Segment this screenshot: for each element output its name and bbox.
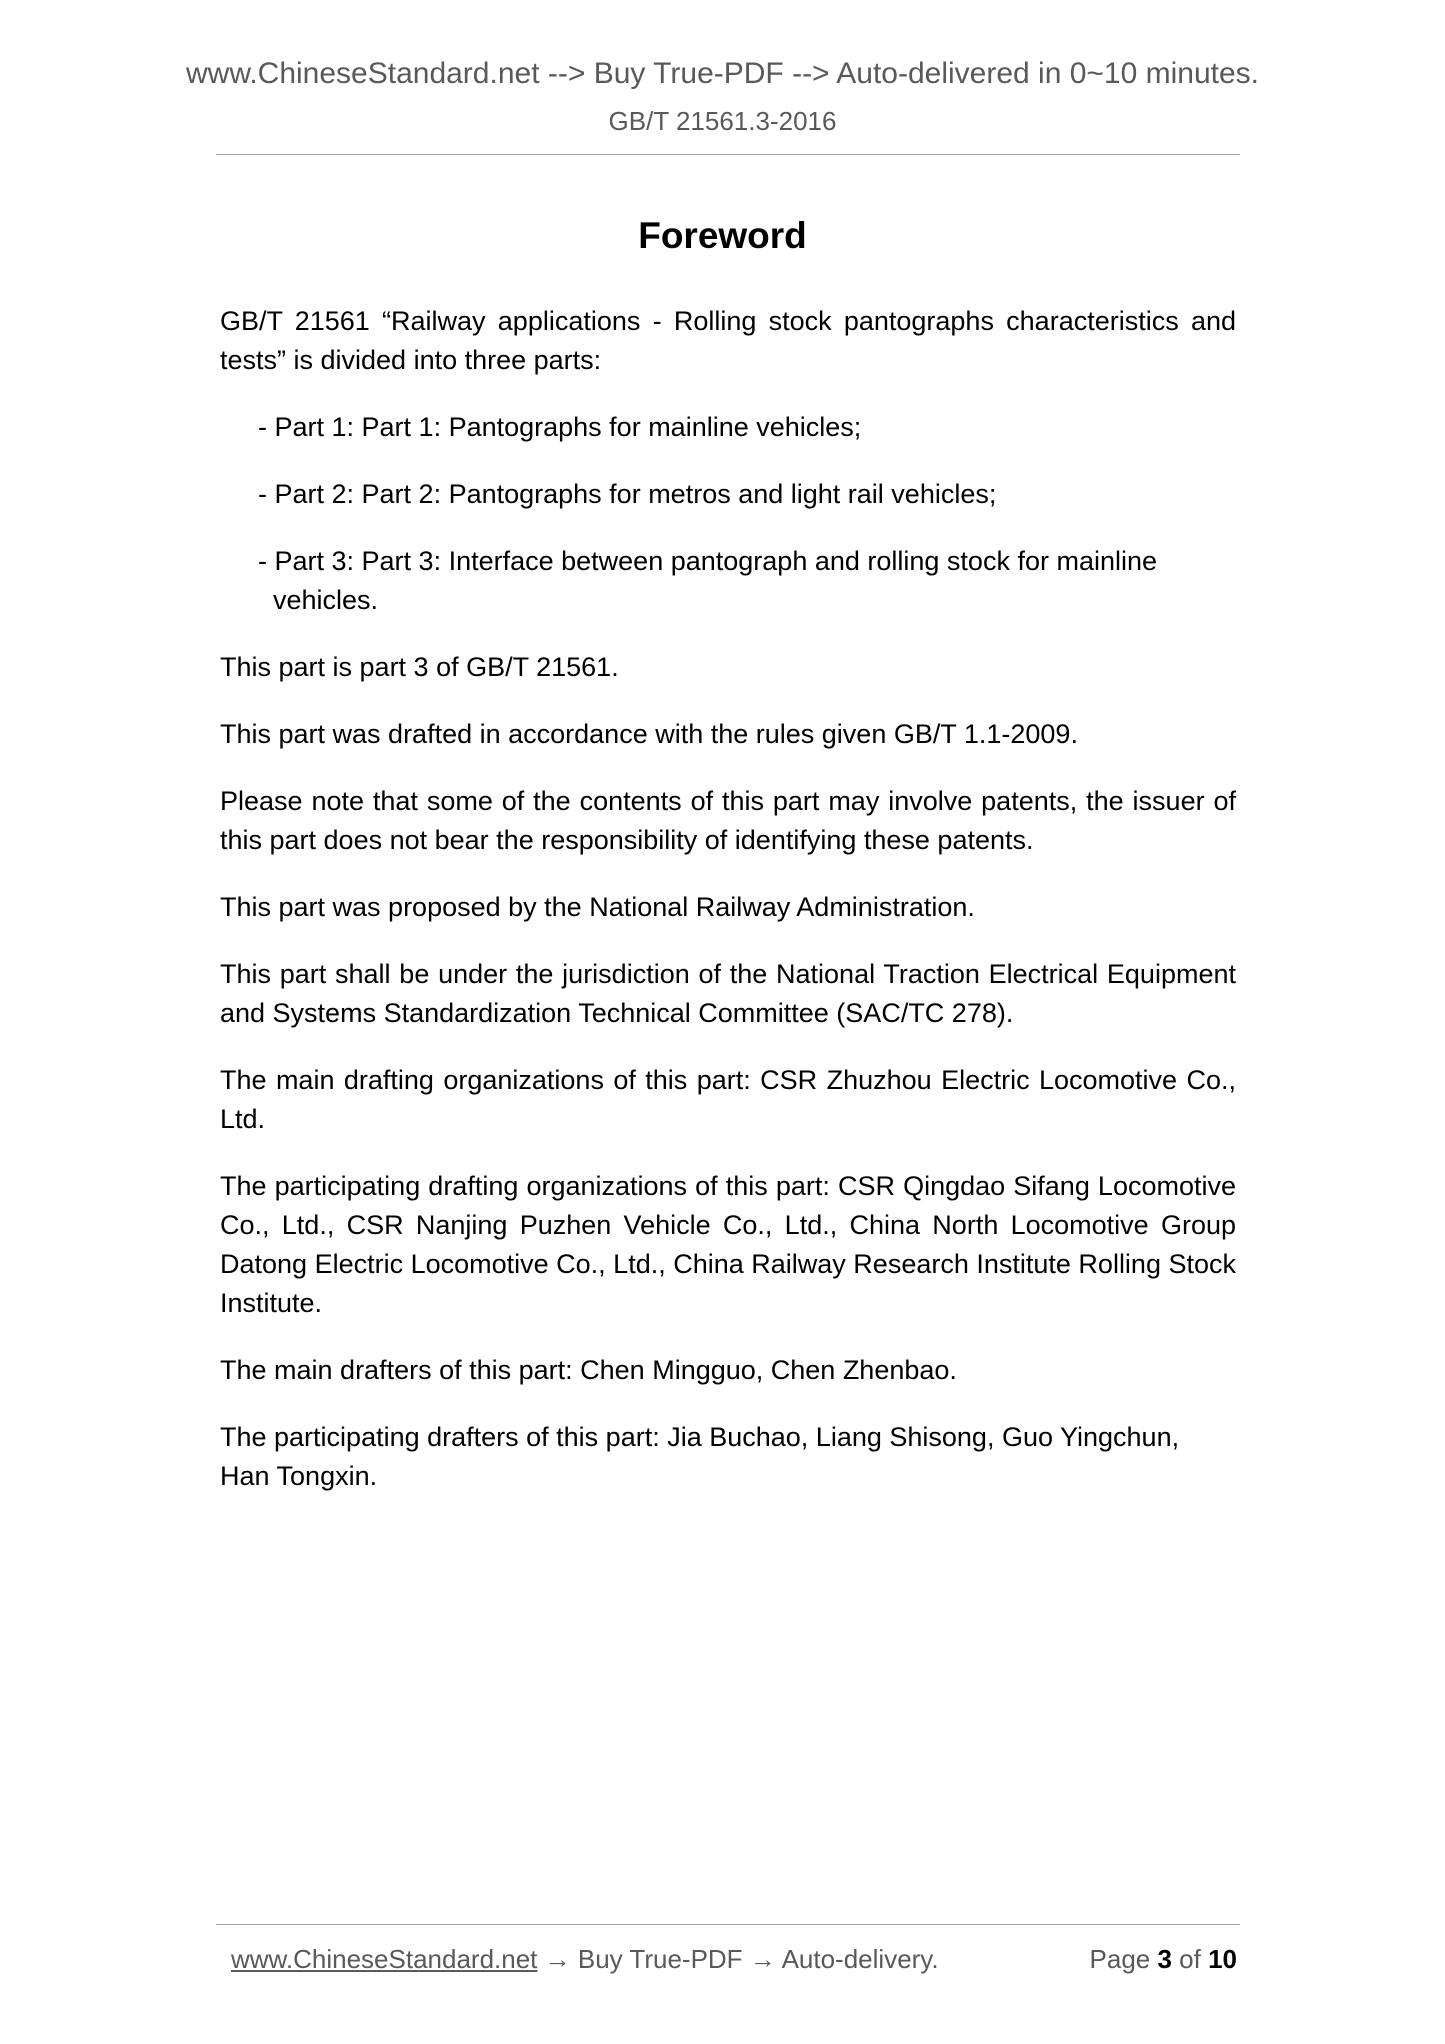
paragraph: This part shall be under the jurisdiction of the National Traction Electrical Equipment and Systems Standardization Technical Committee (SAC/TC 278). bbox=[220, 959, 1236, 1028]
footer-tagline: → Buy True-PDF → Auto-delivery. bbox=[537, 1944, 939, 1974]
paragraph: The main drafters of this part: Chen Mingguo, Chen Zhenbao. bbox=[220, 1355, 957, 1385]
foreword-body bbox=[220, 302, 1236, 1524]
list-item: - Part 3: Part 3: Interface between pantograph and rolling stock for mainline vehicles. bbox=[258, 546, 1158, 615]
header-standard-id: GB/T 21561.3-2016 bbox=[608, 106, 837, 136]
footer-divider bbox=[216, 1924, 1240, 1925]
page-current: 3 bbox=[1157, 1944, 1172, 1974]
paragraph: The participating drafting organizations of this part: CSR Qingdao Sifang Locomotive Co., Ltd., CSR Nanjing Puzhen Vehicle Co., Ltd., China North Locomotive Group Datong Electric Locomotive Co., Ltd., China Railway Research Institute Rolling Stock Institute. bbox=[220, 1171, 1236, 1318]
page-number: Page 3 of 10 bbox=[1089, 1944, 1237, 1974]
page-title: Foreword bbox=[638, 215, 807, 256]
intro-paragraph: GB/T 21561 “Railway applications - Rolling stock pantographs characteristics and tests” is divided into three parts: bbox=[220, 306, 1236, 375]
paragraph: The participating drafters of this part: Jia Buchao, Liang Shisong, Guo Yingchun, Han Tongxin. bbox=[220, 1422, 1180, 1491]
parts-list bbox=[220, 408, 1236, 620]
paragraph: This part is part 3 of GB/T 21561. bbox=[220, 652, 619, 682]
paragraph: This part was proposed by the National Railway Administration. bbox=[220, 892, 975, 922]
paragraph: The main drafting organizations of this part: CSR Zhuzhou Electric Locomotive Co., Ltd. bbox=[220, 1065, 1236, 1134]
paragraph: This part was drafted in accordance with the rules given GB/T 1.1-2009. bbox=[220, 719, 1078, 749]
footer-left bbox=[231, 1942, 939, 1976]
header-divider bbox=[216, 154, 1240, 155]
header-banner: www.ChineseStandard.net --> Buy True-PDF --> Auto-delivered in 0~10 minutes. bbox=[185, 57, 1260, 90]
footer-site-link[interactable]: www.ChineseStandard.net bbox=[231, 1944, 538, 1974]
list-item: - Part 2: Part 2: Pantographs for metros and light rail vehicles; bbox=[258, 479, 997, 509]
list-item: - Part 1: Part 1: Pantographs for mainline vehicles; bbox=[258, 412, 862, 442]
paragraph: Please note that some of the contents of this part may involve patents, the issuer of this part does not bear the responsibility of identifying these patents. bbox=[220, 786, 1236, 855]
page-total: 10 bbox=[1208, 1944, 1237, 1974]
